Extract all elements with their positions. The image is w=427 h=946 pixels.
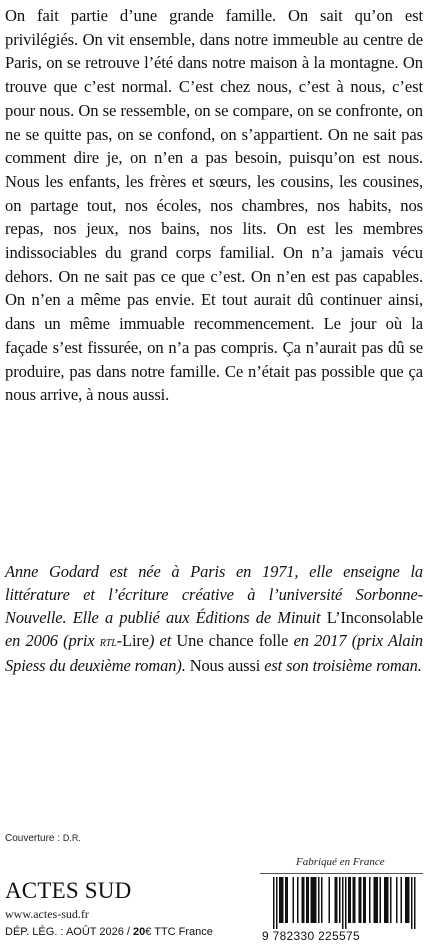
barcode-bar	[387, 877, 389, 923]
barcode-bar	[390, 877, 392, 923]
price-value: 20	[133, 926, 146, 938]
publisher-logo: ACTES SUD	[5, 878, 132, 903]
barcode-bar	[335, 877, 337, 923]
barcode-bar	[401, 877, 403, 923]
author-bio-text	[5, 560, 423, 677]
barcode-bar	[414, 877, 416, 929]
barcode-bar	[369, 877, 371, 923]
barcode-bar	[354, 877, 356, 923]
barcode-bar	[293, 877, 295, 923]
legal-prefix: DÉP. LÉG. : AOÛT 2026 /	[5, 926, 133, 938]
barcode-bar	[303, 877, 305, 923]
barcode-bar	[318, 877, 320, 923]
barcode-bar	[321, 877, 323, 923]
barcode-bar	[336, 877, 338, 923]
bio-part-2: en 2006 (prix	[5, 631, 100, 650]
barcode-bar	[365, 877, 367, 923]
back-cover-blurb	[5, 4, 423, 407]
publisher-website: www.actes-sud.fr	[5, 907, 89, 921]
barcode-bar	[375, 877, 377, 923]
barcode-bar	[276, 877, 278, 929]
barcode-bar	[279, 877, 281, 923]
bio-rtl: rtl	[99, 635, 117, 650]
barcode-digits: 9 782330 225575	[262, 929, 360, 943]
barcode-bar	[386, 877, 388, 923]
barcode-bar	[407, 877, 409, 923]
divider-rule	[260, 873, 423, 874]
bio-title-3: Nous aussi	[189, 656, 261, 675]
barcode-bar	[396, 877, 398, 923]
cover-credit-value: D.R.	[62, 833, 81, 843]
barcode-bar	[405, 877, 407, 923]
barcode-bar	[273, 877, 275, 929]
bio-part-6: est son troisième roman.	[260, 656, 422, 675]
barcode-bar	[408, 877, 410, 923]
cover-credit	[5, 833, 81, 844]
barcode-bar	[374, 877, 376, 923]
bio-title-2: Une chance folle	[176, 631, 289, 650]
barcode-bar	[329, 877, 331, 923]
bio-part-3: -Lire	[116, 631, 149, 650]
barcode-bar	[345, 877, 347, 929]
barcode-bar	[348, 877, 350, 923]
barcode-bar	[308, 877, 310, 923]
barcode-bar	[377, 877, 379, 923]
barcode-bar	[353, 877, 355, 923]
barcode-bar	[306, 877, 308, 923]
bio-part-1: Anne Godard est née à Paris en 1971, elle enseigne la littérature et l’écriture créative à l’université Sorbonne-Nouvelle. Elle a publié aux Éditions de Minuit	[5, 562, 423, 627]
barcode-bar	[302, 877, 304, 923]
legal-deposit-price	[5, 926, 213, 938]
barcode-bar	[314, 877, 316, 923]
barcode-bar	[297, 877, 299, 923]
barcode-bar	[282, 877, 284, 923]
bio-part-5: en 2017 (prix Alain Spiess du deuxième roman).	[5, 631, 424, 675]
barcode-bar	[285, 877, 287, 923]
bio-title-1: L’Inconsolable	[326, 608, 423, 627]
barcode-bar	[384, 877, 386, 923]
barcode-bar	[350, 877, 352, 923]
barcode-bar	[281, 877, 283, 923]
barcode-bar	[360, 877, 362, 923]
barcode-bar	[363, 877, 365, 923]
barcode-bar	[287, 877, 289, 923]
barcode-bar	[411, 877, 413, 929]
barcode-bar	[342, 877, 344, 929]
bio-part-4: ) et	[148, 631, 177, 650]
barcode-bar	[359, 877, 361, 923]
barcode-bar	[312, 877, 314, 923]
price-suffix: € TTC France	[145, 926, 213, 938]
barcode-bar	[339, 877, 341, 923]
barcode-bar	[311, 877, 313, 923]
barcode-bars	[262, 877, 423, 929]
made-in-france: Fabriqué en France	[296, 856, 385, 868]
barcode-bar	[380, 877, 382, 923]
cover-credit-label: Couverture :	[5, 833, 61, 844]
blurb-text: On fait partie d’une grande famille. On sait qu’on est privilégiés. On vit ensemble, dans notre immeuble au centre de Paris, on se retrouve l’été dans notre maison à la montagne. On trouve que c’est normal. C’est chez nous, c’est à nous, c’est pour nous. On se ressemble, on se compare, on se confronte, on ne se quitte pas, on se confond, on s’appartient. On ne sait pas comment dire je, on n’en a pas besoin, puisqu’on est nous. Nous les enfants, les frères et sœurs, les cousins, les cousines, on partage tout, nos écoles, nos chambres, nos habits, nos repas, nos jeux, nos bains, nos lits. On est les membres indissociables du grand corps familial. On n’a jamais vécu dehors. On ne sait pas ce que c’est. On n’en est pas capables. On n’en a même pas envie. Et tout aurait dû continuer ainsi, dans un même immuable recommencement. Le jour où la façade s’est fissurée, on n’a pas compris. Ça n’aurait pas dû se produire, pas dans notre famille. Ce n’était pas possible que ça nous arrive, à nous aussi.	[5, 6, 423, 405]
author-bio	[5, 560, 423, 677]
barcode-bar	[315, 877, 317, 923]
isbn-barcode	[262, 877, 423, 943]
